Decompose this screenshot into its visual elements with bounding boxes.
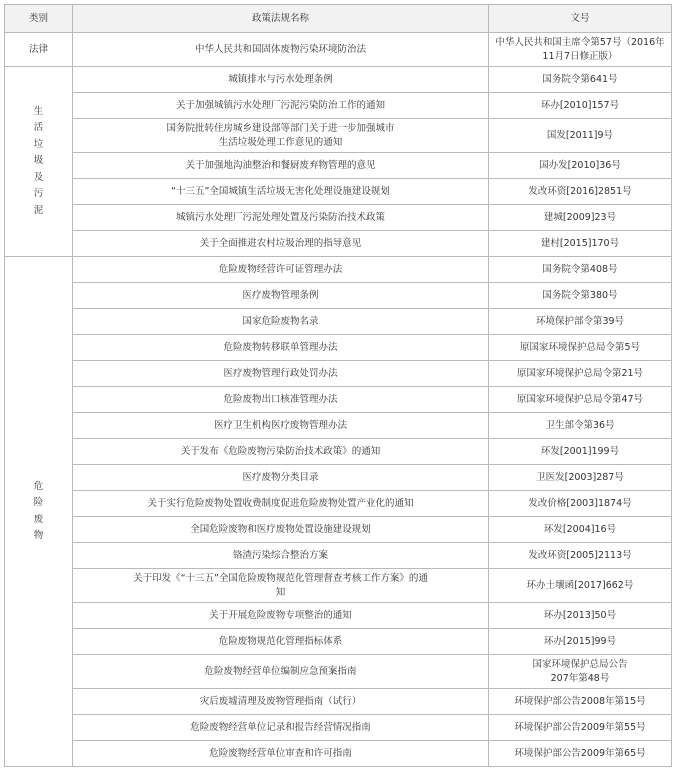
table-row	[5, 689, 672, 715]
doc-number-cell: 环境保护部公告2009年第55号	[489, 715, 672, 741]
policy-name-cell: 危险废物经营单位审查和许可指南	[73, 741, 489, 767]
category-cell	[5, 33, 73, 67]
table-row	[5, 655, 672, 689]
category-cell	[5, 257, 73, 767]
doc-number-cell: 环发[2001]199号	[489, 439, 672, 465]
policy-name-cell: 中华人民共和国固体废物污染环境防治法	[73, 33, 489, 67]
doc-number-cell: 原国家环境保护总局令第47号	[489, 387, 672, 413]
doc-number-cell: 国务院令第641号	[489, 67, 672, 93]
policy-name-cell: 城镇排水与污水处理条例	[73, 67, 489, 93]
doc-number-cell: 建城[2009]23号	[489, 205, 672, 231]
policy-name-cell: 关于发布《危险废物污染防治技术政策》的通知	[73, 439, 489, 465]
table-row	[5, 543, 672, 569]
policy-name-cell: 国务院批转住房城乡建设部等部门关于进一步加强城市生活垃圾处理工作意见的通知	[73, 119, 489, 153]
table-row	[5, 387, 672, 413]
policy-name-cell: “十三五”全国城镇生活垃圾无害化处理设施建设规划	[73, 179, 489, 205]
policy-name-cell: 危险废物经营单位记录和报告经营情况指南	[73, 715, 489, 741]
table-row	[5, 257, 672, 283]
doc-number-cell: 环办[2013]50号	[489, 603, 672, 629]
doc-number-cell: 国务院令第380号	[489, 283, 672, 309]
table-row	[5, 283, 672, 309]
doc-number-cell: 环办土壤函[2017]662号	[489, 569, 672, 603]
policy-name-cell: 医疗废物管理行政处罚办法	[73, 361, 489, 387]
table-row	[5, 205, 672, 231]
policy-name-cell: 危险废物规范化管理指标体系	[73, 629, 489, 655]
doc-number-cell: 卫医发[2003]287号	[489, 465, 672, 491]
header-category: 类别	[5, 5, 73, 33]
doc-number-cell: 国发[2011]9号	[489, 119, 672, 153]
table-row	[5, 465, 672, 491]
table-row	[5, 179, 672, 205]
table-row	[5, 67, 672, 93]
table-row	[5, 439, 672, 465]
doc-number-cell: 环境保护部公告2008年第15号	[489, 689, 672, 715]
doc-number-cell: 原国家环境保护总局令第5号	[489, 335, 672, 361]
table-row	[5, 153, 672, 179]
doc-number-cell: 环境保护部公告2009年第65号	[489, 741, 672, 767]
doc-number-cell: 环办[2015]99号	[489, 629, 672, 655]
table-row	[5, 491, 672, 517]
policy-name-cell: 危险废物经营单位编制应急预案指南	[73, 655, 489, 689]
table-row	[5, 569, 672, 603]
policy-name-cell: 城镇污水处理厂污泥处理处置及污染防治技术政策	[73, 205, 489, 231]
table-row	[5, 517, 672, 543]
policy-name-cell: 关于加强城镇污水处理厂污泥污染防治工作的通知	[73, 93, 489, 119]
table-row	[5, 119, 672, 153]
doc-number-cell: 发改环资[2005]2113号	[489, 543, 672, 569]
table-row	[5, 93, 672, 119]
category-cell	[5, 67, 73, 257]
policy-name-cell: 危险废物经营许可证管理办法	[73, 257, 489, 283]
doc-number-cell: 中华人民共和国主席令第57号（2016年11月7日修正版）	[489, 33, 672, 67]
table-row	[5, 413, 672, 439]
table-row	[5, 741, 672, 767]
table-row	[5, 361, 672, 387]
policy-name-cell: 医疗废物管理条例	[73, 283, 489, 309]
policy-name-cell: 全国危险废物和医疗废物处置设施建设规划	[73, 517, 489, 543]
policy-table	[4, 4, 672, 767]
policy-name-cell: 医疗卫生机构医疗废物管理办法	[73, 413, 489, 439]
category-label: 危险废物	[33, 480, 44, 541]
doc-number-cell: 环境保护部令第39号	[489, 309, 672, 335]
table-row	[5, 715, 672, 741]
policy-name-cell: 关于开展危险废物专项整治的通知	[73, 603, 489, 629]
policy-name-cell: 关于印发《“十三五”全国危险废物规范化管理督查考核工作方案》的通知	[73, 569, 489, 603]
policy-name-cell: 灾后废墟清理及废物管理指南（试行）	[73, 689, 489, 715]
doc-number-cell: 国务院令第408号	[489, 257, 672, 283]
policy-name-cell: 关于实行危险废物处置收费制度促进危险废物处置产业化的通知	[73, 491, 489, 517]
policy-name-cell: 危险废物出口核准管理办法	[73, 387, 489, 413]
policy-name-cell: 关于加强地沟油整治和餐厨废弃物管理的意见	[73, 153, 489, 179]
doc-number-cell: 发改价格[2003]1874号	[489, 491, 672, 517]
header-doc-number: 文号	[489, 5, 672, 33]
policy-name-cell: 关于全面推进农村垃圾治理的指导意见	[73, 231, 489, 257]
table-row	[5, 33, 672, 67]
header-row	[5, 5, 672, 33]
doc-number-cell: 卫生部令第36号	[489, 413, 672, 439]
category-label: 法律	[28, 43, 48, 55]
doc-number-cell: 建村[2015]170号	[489, 231, 672, 257]
policy-name-cell: 铬渣污染综合整治方案	[73, 543, 489, 569]
table-row	[5, 335, 672, 361]
policy-name-cell: 国家危险废物名录	[73, 309, 489, 335]
category-label: 生活垃圾及污泥	[33, 105, 44, 216]
table-row	[5, 309, 672, 335]
doc-number-cell: 发改环资[2016]2851号	[489, 179, 672, 205]
table-row	[5, 629, 672, 655]
doc-number-cell: 环发[2004]16号	[489, 517, 672, 543]
policy-name-cell: 医疗废物分类目录	[73, 465, 489, 491]
table-row	[5, 231, 672, 257]
doc-number-cell: 环办[2010]157号	[489, 93, 672, 119]
policy-name-cell: 危险废物转移联单管理办法	[73, 335, 489, 361]
header-policy-name: 政策法规名称	[73, 5, 489, 33]
table-row	[5, 603, 672, 629]
doc-number-cell: 国家环境保护总局公告207年第48号	[489, 655, 672, 689]
doc-number-cell: 原国家环境保护总局令第21号	[489, 361, 672, 387]
doc-number-cell: 国办发[2010]36号	[489, 153, 672, 179]
